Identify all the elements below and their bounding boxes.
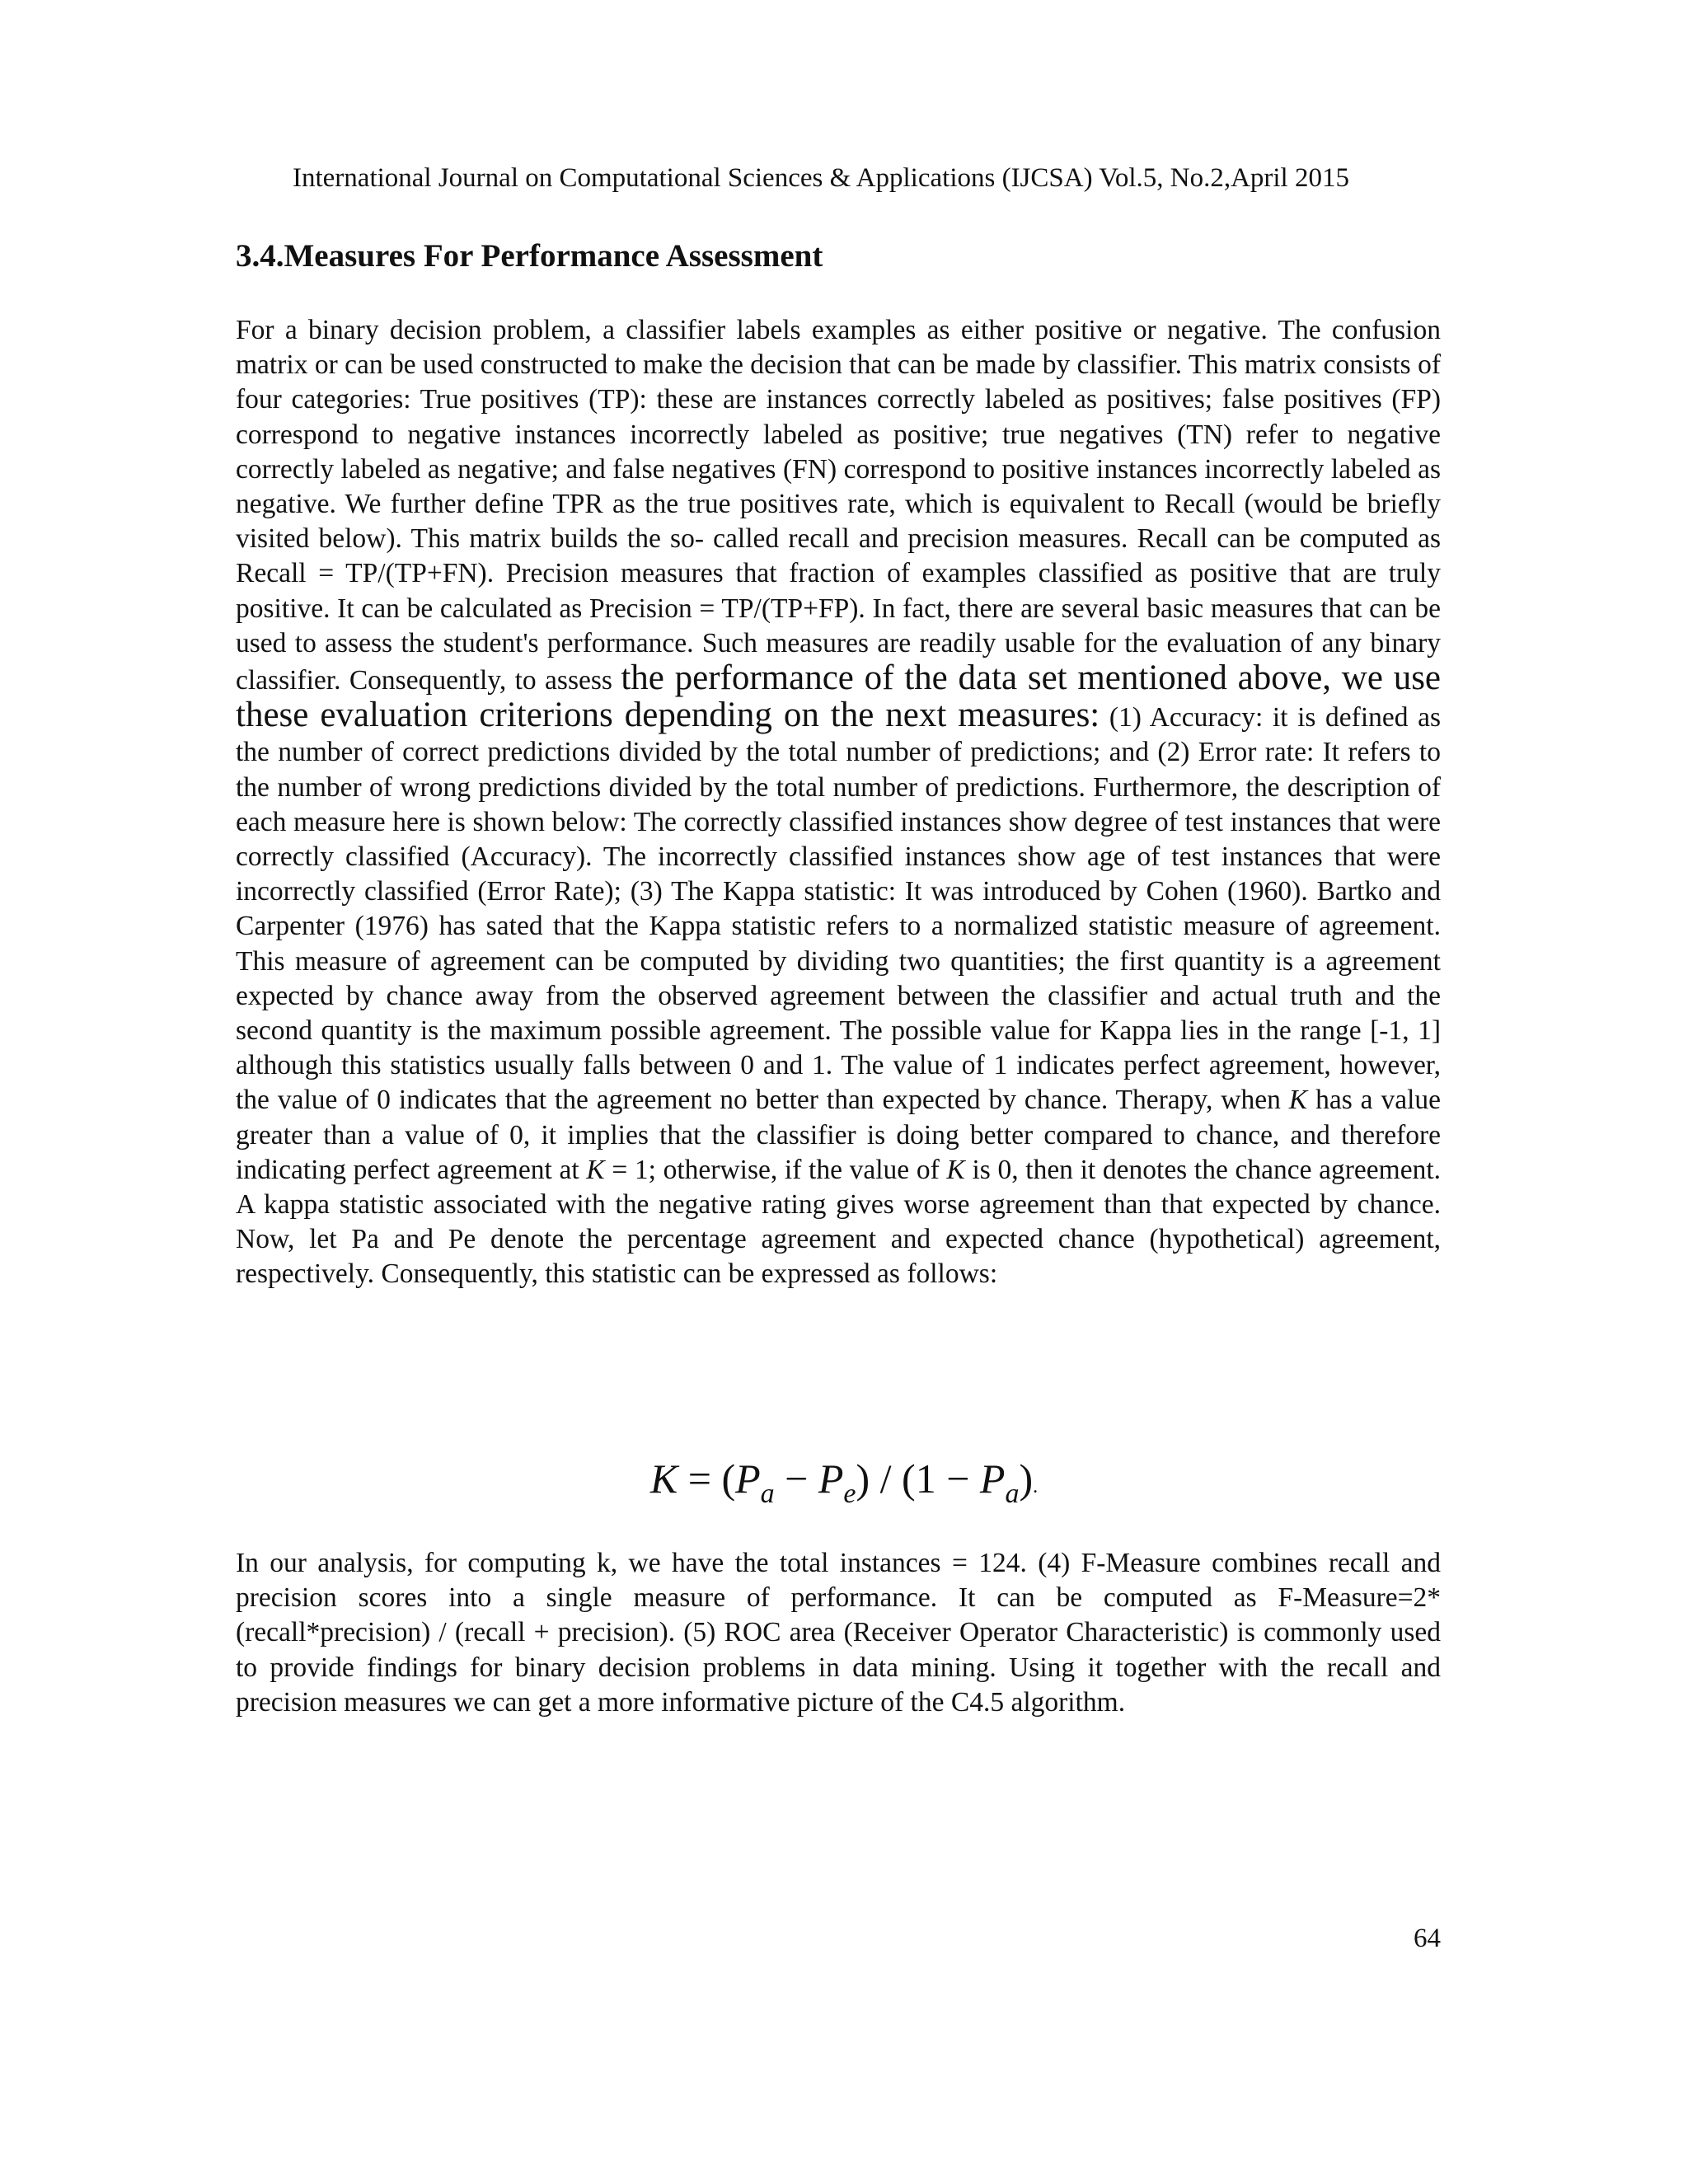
formula-p: P [735,1455,761,1502]
section-heading: 3.4.Measures For Performance Assessment [236,238,823,274]
formula-p: P [979,1455,1006,1502]
formula-equals-open: = ( [678,1455,736,1502]
paragraph-1-text-d: has a value greater than a value of 0, it implies that the classifier is doing better compared to chance, and therefore indicating perfect agreement at [236,1085,1442,1185]
paragraph-1-text-e: = 1; otherwise, if the value of [612,1154,940,1185]
kappa-symbol: K [586,1154,605,1185]
formula-p: P [818,1455,844,1502]
formula-close-paren: ) [1019,1455,1034,1502]
formula-period: . [1033,1476,1039,1497]
body-paragraph-1 [236,313,1441,1292]
paragraph-1-text-f: is 0, then it denotes the chance agreement. A kappa statistic associated with the negative rating gives worse agreement than that expected by chance. Now, let Pa and Pe denote the percentage agreement and expected chance (hypothetical) agreement, respectively. Consequently, this statistic can be expressed as follows: [236,1154,1441,1290]
formula-minus: − [774,1455,818,1502]
formula-k: K [649,1455,678,1502]
page-number: 64 [1414,1924,1441,1953]
running-header: International Journal on Computational Sciences & Applications (IJCSA) Vol.5, No.2,April 2015 [293,163,1349,193]
formula-subscript-a: a [760,1479,775,1509]
formula-subscript-e: e [843,1479,856,1509]
formula-subscript-a: a [1005,1479,1020,1509]
paragraph-1-enlarged-text: the performance of the data set mentioned above, we use these evaluation criterions depending on the next measures: [236,658,1442,735]
kappa-formula [0,1454,1688,1511]
body-paragraph-2: In our analysis, for computing k, we have the total instances = 124. (4) F-Measure combines recall and precision scores into a single measure of performance. It can be computed as F-Measure=2*(recall*precision) / (recall + precision). (5) ROC area (Receiver Operator Characteristic) is commonly used to provide findings for binary decision problems in data mining. Using it together with the recall and precision measures we can get a more informative picture of the C4.5 algorithm. [236,1548,1441,1718]
paragraph-1-text-a: For a binary decision problem, a classifier labels examples as either positive or negative. The confusion matrix or can be used constructed to make the decision that can be made by classifier. This matrix consists of four categories: True positives (TP): these are instances correctly labeled as positives; false positives (FP) correspond to negative instances incorrectly labeled as positive; true negatives (TN) refer to negative correctly labeled as negative; and false negatives (FN) correspond to positive instances incorrectly labeled as negative. We further define TPR as the true positives rate, which is equivalent to Recall (would be briefly visited below). This matrix builds the so- called recall and precision measures. Recall can be computed as Recall = TP/(TP+FN). Precision measures that fraction of examples classified as positive that are truly positive. It can be calculated as Precision = TP/(TP+FP). In fact, there are several basic measures that can be used to assess the student's performance. Such measures are readily usable for the evaluation of any binary classifier. Consequently, to assess [236,315,1441,696]
kappa-symbol: K [946,1154,965,1185]
formula-divide: ) / (1 − [856,1455,980,1502]
kappa-symbol: K [1288,1085,1308,1116]
paragraph-1-text-c: (1) Accuracy: it is defined as the number of correct predictions divided by the total number of predictions; and (2) Error rate: It refers to the number of wrong predictions divided by the total number of predictions. Furthermore, the description of each measure here is shown below: The correctly classified instances show degree of test instances that were correctly classified (Accuracy). The incorrectly classified instances show age of test instances that were incorrectly classified (Error Rate); (3) The Kappa statistic: It was introduced by Cohen (1960). Bartko and Carpenter (1976) has sated that the Kappa statistic refers to a normalized statistic measure of agreement. This measure of agreement can be computed by dividing two quantities; the first quantity is a agreement expected by chance away from the observed agreement between the classifier and actual truth and the second quantity is the maximum possible agreement. The possible value for Kappa lies in the range [-1, 1] although this statistics usually falls between 0 and 1. The value of 1 indicates perfect agreement, however, the value of 0 indicates that the agreement no better than expected by chance. Therapy, when [236,702,1442,1116]
